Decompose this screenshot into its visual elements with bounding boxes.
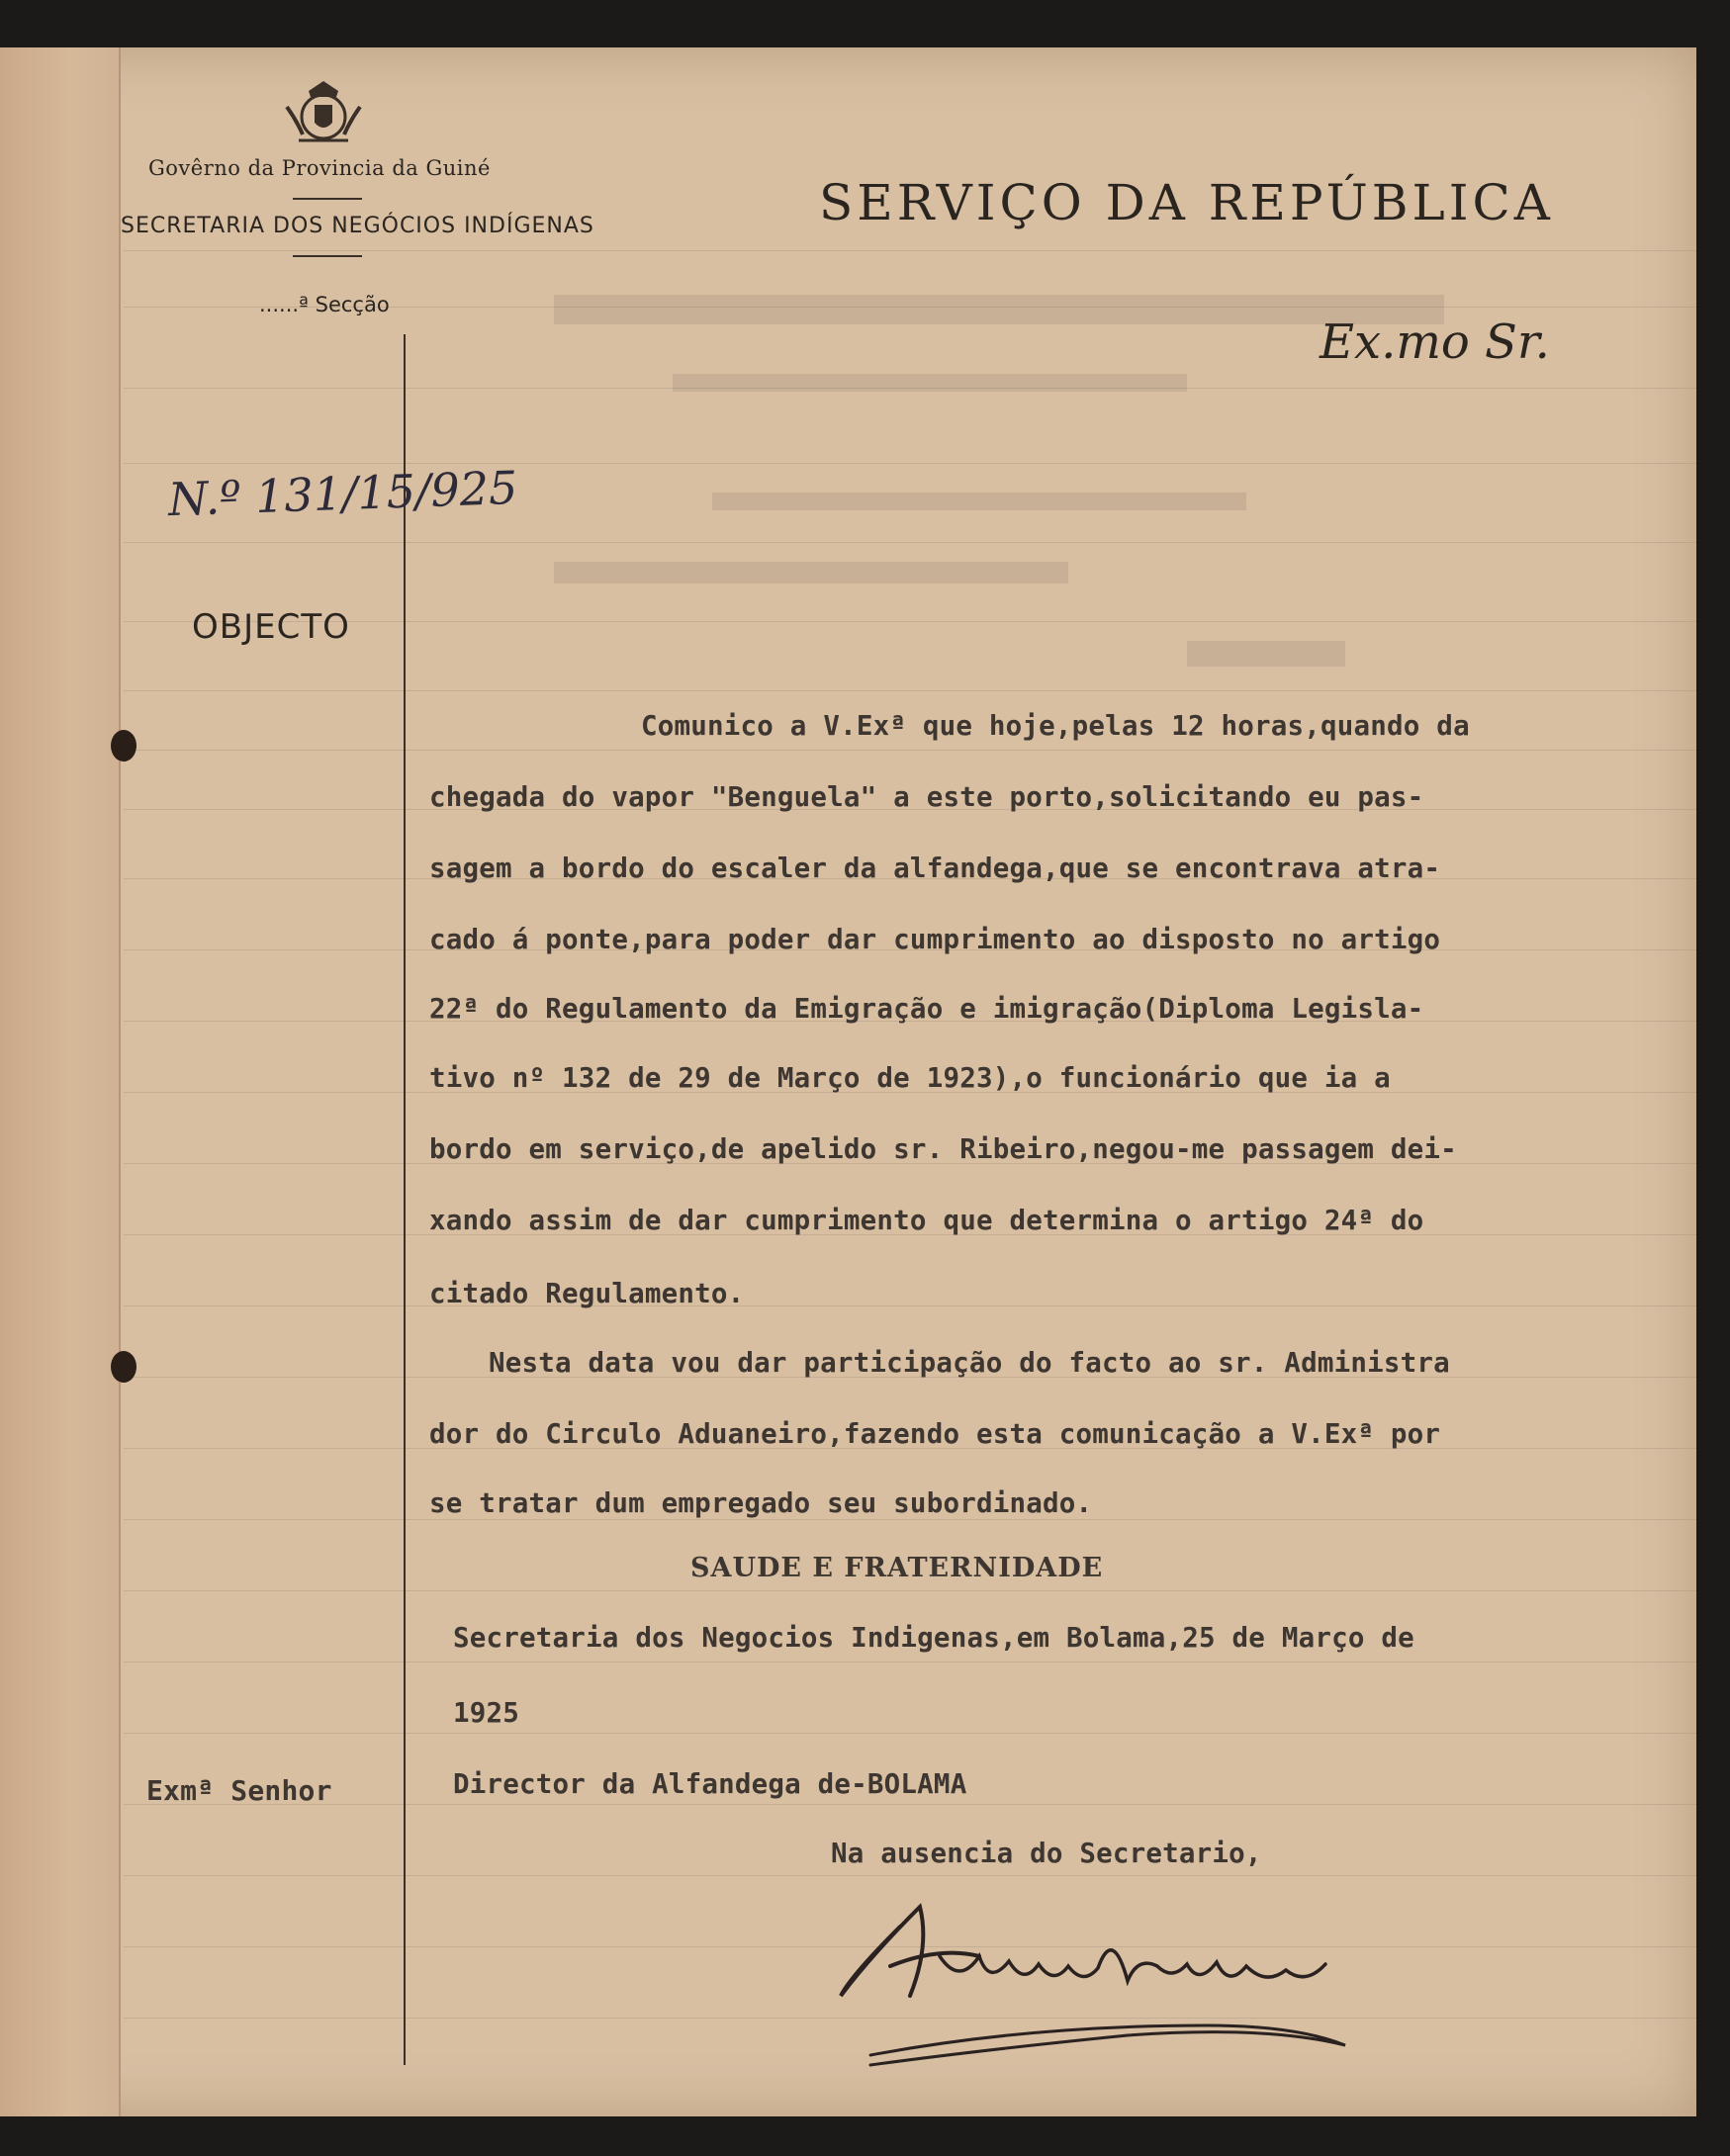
body-line: sagem a bordo do escaler da alfandega,que se encontrava atra- [429,853,1441,884]
body-line: Comunico a V.Exª que hoje,pelas 12 horas,quando da [641,710,1470,742]
body-line: cado á ponte,para poder dar cumprimento ao disposto no artigo [429,924,1441,955]
servico-title: SERVIÇO DA REPÚBLICA [819,174,1554,231]
bleed-through [554,265,1444,779]
place-date-year: 1925 [453,1697,520,1729]
place-date: Secretaria dos Negocios Indigenas,em Bolama,25 de Março de [453,1622,1414,1654]
objecto-label: OBJECTO [192,607,350,647]
secretaria-header: SECRETARIA DOS NEGÓCIOS INDÍGENAS [121,214,594,238]
body-line: se tratar dum empregado seu subordinado. [429,1487,1093,1519]
coat-of-arms-icon [279,77,368,148]
body-line: Nesta data vou dar participação do facto ao sr. Administra [489,1347,1450,1379]
body-line: xando assim de dar cumprimento que determina o artigo 24ª do [429,1205,1424,1236]
absence-note: Na ausencia do Secretario, [831,1838,1262,1869]
body-line: 22ª do Regulamento da Emigração e imigração(Diploma Legisla- [429,993,1424,1025]
salutation: Ex.mo Sr. [1320,314,1550,370]
recipient: Director da Alfandega de-BOLAMA [453,1768,967,1800]
punch-hole [111,730,137,762]
seccao-label: ......ª Secção [259,293,390,316]
margin-rule [404,334,406,2065]
body-line: citado Regulamento. [429,1278,745,1309]
document-page [0,47,1696,2116]
governo-header: Govêrno da Provincia da Guiné [148,156,491,180]
signature [831,1887,1405,2085]
closing-formula: SAUDE E FRATERNIDADE [690,1553,1104,1583]
body-line: dor do Circulo Aduaneiro,fazendo esta comunicação a V.Exª por [429,1418,1441,1450]
addressee-label: Exmª Senhor [146,1774,332,1807]
body-line: tivo nº 132 de 29 de Março de 1923),o funcionário que ia a [429,1062,1391,1094]
body-line: bordo em serviço,de apelido sr. Ribeiro,negou-me passagem dei- [429,1133,1457,1165]
body-line: chegada do vapor "Benguela" a este porto,solicitando eu pas- [429,781,1424,813]
reference-number: N.º 131/15/925 [167,460,519,527]
page-gutter [0,47,121,2116]
punch-hole [111,1351,137,1383]
